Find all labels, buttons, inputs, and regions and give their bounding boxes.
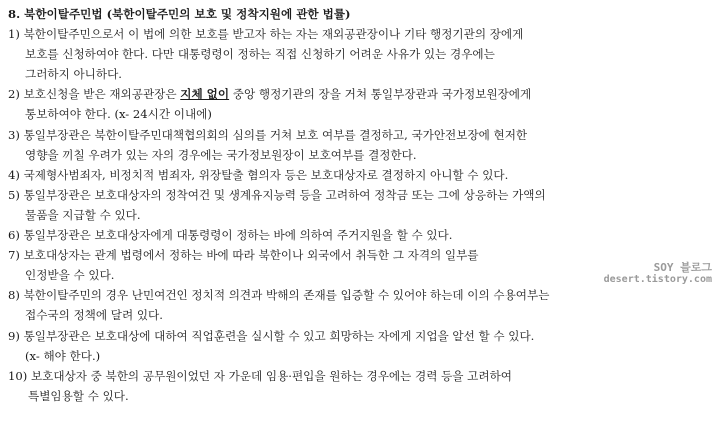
item-9-line-1: 9) 통일부장관은 보호대상에 대하여 직업훈련을 실시할 수 있고 희망하는 자에게 지업을 알선 할 수 있다. [8,328,535,343]
item-5-line-2: 물품을 지급할 수 있다. [25,207,141,222]
item-3-line-2: 영향을 끼칠 우려가 있는 자의 경우에는 국가정보원장이 보호여부를 결정한다. [25,147,417,162]
item-10-line-1: 10) 보호대상자 중 북한의 공무원이었던 자 가운데 임용·편입을 원하는 경우에는 경력 등을 고려하여 [8,368,512,383]
item-7-line-2: 인정받을 수 있다. [25,268,115,283]
watermark-url: desert.tistory.com [603,274,712,285]
item-10-line-2: 특별임용할 수 있다. [28,388,129,403]
item-7-line-1: 7) 보호대상자는 관계 법령에서 정하는 바에 따라 북한이나 외국에서 취득한 그 자격의 일부를 [8,248,479,263]
item-8-line-1: 8) 북한이탈주민의 경우 난민여건인 정치적 의견과 박해의 존재를 입증할 수 있어야 하는데 이의 수용여부는 [8,288,550,303]
item-8-line-2: 접수국의 정책에 달려 있다. [25,308,163,323]
item-2-line-1 [8,84,714,104]
item-2-text-a: 2) 보호신청을 받은 재외공관장은 [8,87,181,102]
item-2-text-b: 중앙 행정기관의 장을 거쳐 통일부장관과 국가정보원장에게 [229,87,532,102]
item-2-underlined-phrase: 지체 없이 [180,87,230,102]
item-1-line-1: 1) 북한이탈주민으로서 이 법에 의한 보호를 받고자 하는 자는 재외공관장이나 기타 행정기관의 장에게 [8,27,524,42]
document-title: 8. 북한이탈주민법 (북한이탈주민의 보호 및 정착지원에 관한 법률) [8,7,351,21]
item-9-line-2: (x- 해야 한다.) [25,348,101,363]
item-1-line-2: 보호를 신청하여야 한다. 다만 대통령령이 정하는 직접 신청하기 어려운 사유가 있는 경우에는 [25,47,495,62]
item-3-line-1: 3) 통일부장관은 북한이탈주민대책협의회의 심의를 거쳐 보호 여부를 결정하고, 국가안전보장에 현저한 [8,127,528,142]
item-5-line-1: 5) 통일부장관은 보호대상자의 정착여건 및 생계유지능력 등을 고려하여 정착금 또는 그에 상응하는 가액의 [8,187,546,202]
item-6-line-1: 6) 통일부장관은 보호대상자에게 대통령령이 정하는 바에 의하여 주거지원을 할 수 있다. [8,228,453,243]
watermark-blog-name: SOY 블로그 [653,261,712,274]
item-1-line-3: 그러하지 아니하다. [25,67,122,82]
item-2-line-2: 통보하여야 한다. (x- 24시간 이내에) [25,107,212,122]
blog-watermark [600,262,712,286]
item-4-line-1: 4) 국제형사범죄자, 비정치적 범죄자, 위장탈출 혐의자 등은 보호대상자로 결정하지 아니할 수 있다. [8,167,509,182]
